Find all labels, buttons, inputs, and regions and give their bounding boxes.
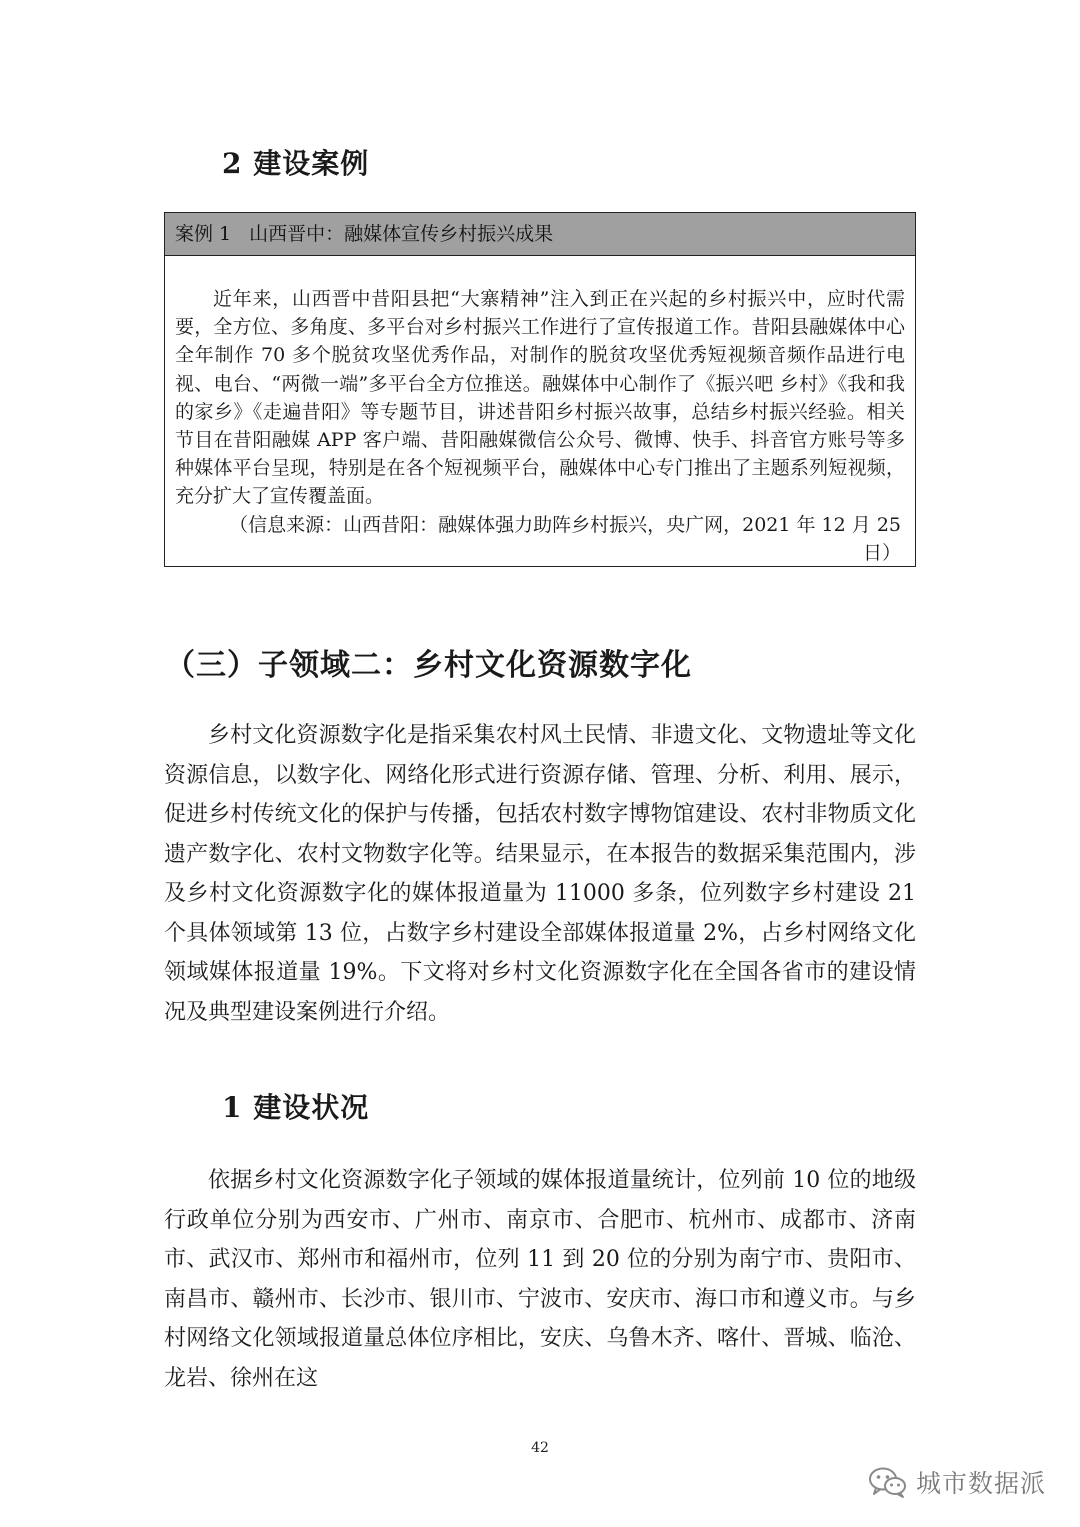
subfield-heading: （三）子领域二：乡村文化资源数字化 (165, 648, 692, 683)
case-title: 山西晋中：融媒体宣传乡村振兴成果 (249, 223, 554, 245)
case-box (164, 212, 916, 567)
watermark (868, 1462, 1058, 1502)
wechat-icon (868, 1465, 908, 1499)
page-number: 42 (531, 1440, 549, 1456)
case-body-text: 近年来，山西晋中昔阳县把“大寨精神”注入到正在兴起的乡村振兴中，应时代需要，全方位、多角度、多平台对乡村振兴工作进行了宣传报道工作。昔阳县融媒体中心全年制作 70 多个脱贫攻坚优秀作品，对制作的脱贫攻坚优秀短视频音频作品进行电视、电台、“两微一端”多平台全方位推送。融媒体中心制作了《振兴吧 乡村》《我和我的家乡》《走遍昔阳》等专题节目，讲述昔阳乡村振兴故事，总结乡村振兴经验。相关节目在昔阳融媒 APP 客户端、昔阳融媒微信公众号、微博、快手、抖音官方账号等多种媒体平台呈现，特别是在各个短视频平台，融媒体中心专门推出了主题系列短视频，充分扩大了宣传覆盖面。 (175, 288, 905, 508)
status-paragraph: 依据乡村文化资源数字化子领域的媒体报道量统计，位列前 10 位的地级行政单位分别为西安市、广州市、南京市、合肥市、杭州市、成都市、济南市、武汉市、郑州市和福州市，位列 11 到 20 位的分别为南宁市、贵阳市、南昌市、赣州市、长沙市、银川市、宁波市、安庆市、海口市和遵义市。与乡村网络文化领域报道量总体位序相比，安庆、乌鲁木齐、喀什、晋城、临沧、龙岩、徐州在这 (164, 1168, 916, 1391)
status-heading: 1 建设状况 (222, 1091, 370, 1124)
case-header (165, 213, 915, 256)
case-section-heading: 2 建设案例 (222, 147, 370, 180)
case-body (165, 256, 915, 567)
case-source: （信息来源：山西昔阳：融媒体强力助阵乡村振兴，央广网，2021 年 12 月 25 日） (229, 513, 901, 564)
watermark-text: 城市数据派 (916, 1469, 1047, 1498)
intro-paragraph: 乡村文化资源数字化是指采集农村风土民情、非遗文化、文物遗址等文化资源信息，以数字化、网络化形式进行资源存储、管理、分析、利用、展示，促进乡村传统文化的保护与传播，包括农村数字博物馆建设、农村非物质文化遗产数字化、农村文物数字化等。结果显示，在本报告的数据采集范围内，涉及乡村文化资源数字化的媒体报道量为 11000 多条，位列数字乡村建设 21 个具体领域第 13 位，占数字乡村建设全部媒体报道量 2%，占乡村网络文化领域媒体报道量 19%。下文将对乡村文化资源数字化在全国各省市的建设情况及典型建设案例进行介绍。 (164, 723, 916, 1025)
case-label: 案例 1 (175, 223, 232, 245)
